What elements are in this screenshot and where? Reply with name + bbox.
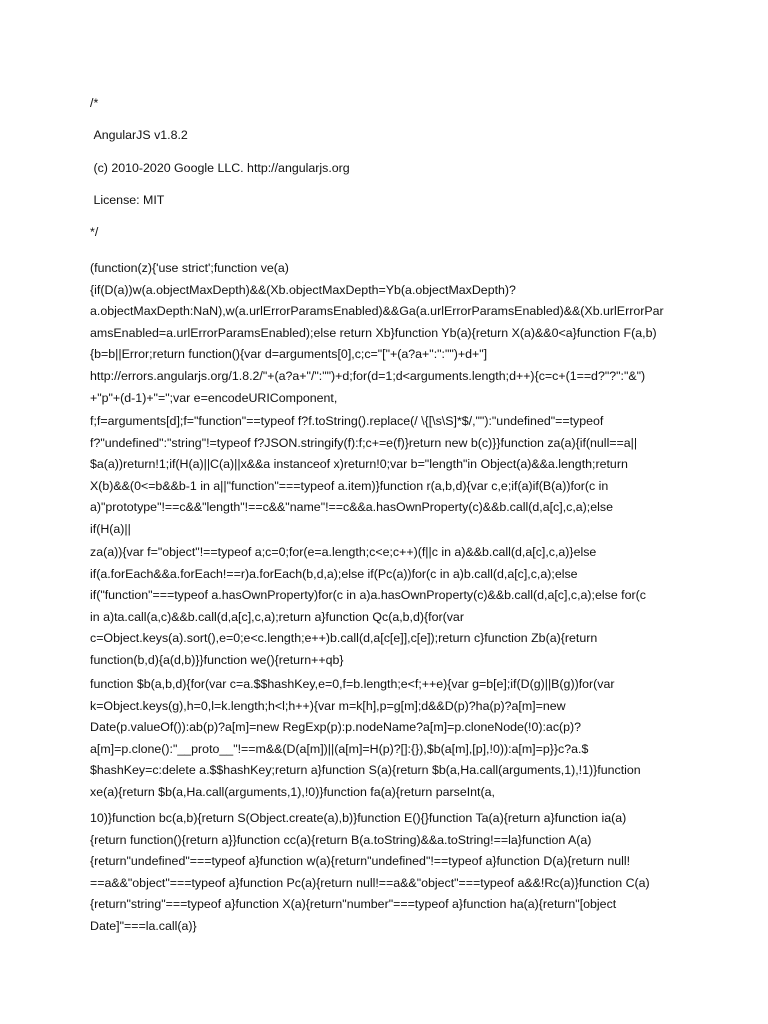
copyright-line: (c) 2010-2020 Google LLC. http://angularjs.org xyxy=(90,161,350,175)
library-version-line: AngularJS v1.8.2 xyxy=(90,128,188,142)
comment-close-line: */ xyxy=(90,225,99,239)
code-paragraph-2: f;f=arguments[d];f="function"==typeof f?f.toString().replace(/ \{[\s\S]*$/,""):"undefined"==typeof f?"undefined":"string"!=typeof f?JSON.stringify(f):f;c+=e(f)}return new b(c)}}function za(a){if(null==a|| $a(a))return!1;if(H(a)||C(a)||x&&a instanceof x)return!0;var b="length"in Object(a)&&a.length;return X(b)&&(0<=b&&b-1 in a||"function"===typeof a.item)}function r(a,b,d){var c,e;if(a)if(B(a))for(c in a)"prototype"!==c&&"length"!==c&&"name"!==c&&a.hasOwnProperty(c)&&b.call(d,a[c],c,a);else if(H(a)|| xyxy=(90,414,638,536)
code-paragraph-5: 10)}function bc(a,b){return S(Object.create(a),b)}function E(){}function Ta(a){return a}function ia(a) {return function(){return a}}function cc(a){return B(a.toString)&&a.toString!==la}function A(a) {return"undefined"===typeof a}function w(a){return"undefined"!==typeof a}function D(a){return null! ==a&&"object"===typeof a}function Pc(a){return null!==a&&"object"===typeof a&&!Rc(a)}function C(a) {return"string"===typeof a}function X(a){return"number"===typeof a}function ha(a){return"[object Date]"===la.call(a)} xyxy=(90,811,650,933)
code-paragraph-4: function $b(a,b,d){for(var c=a.$$hashKey,e=0,f=b.length;e<f;++e){var g=b[e];if(D(g)||B(g))for(var k=Object.keys(g),h=0,l=k.length;h<l;h++){var m=k[h],p=g[m];d&&D(p)?ha(p)?a[m]=new Date(p.valueOf()):ab(p)?a[m]=new RegExp(p):p.nodeName?a[m]=p.cloneNode(!0):ac(p)? a[m]=p.clone():"__proto__"!==m&&(D(a[m])||(a[m]=H(p)?[]:{}),$b(a[m],[p],!0)):a[m]=p}}c?a.$ $hashKey=c:delete a.$$hashKey;return a}function S(a){return $b(a,Ha.call(arguments,1),!1)}function xe(a){return $b(a,Ha.call(arguments,1),!0)}function fa(a){return parseInt(a, xyxy=(90,677,641,799)
code-paragraph-1: (function(z){'use strict';function ve(a) {if(D(a))w(a.objectMaxDepth)&&(Xb.objectMaxDepth=Yb(a.objectMaxDepth)? a.objectMaxDepth:NaN),w(a.urlErrorParamsEnabled)&&Ga(a.urlErrorParamsEnabled)&&(Xb.urlErrorPar amsEnabled=a.urlErrorParamsEnabled);else return Xb}function Yb(a){return X(a)&&0<a}function F(a,b) {b=b||Error;return function(){var d=arguments[0],c;c="["+(a?a+":":"")+d+"] http://errors.angularjs.org/1.8.2/"+(a?a+"/":"")+d;for(d=1;d<arguments.length;d++){c=c+(1==d?"?":"&") +"p"+(d-1)+"=";var e=encodeURIComponent, xyxy=(90,261,664,405)
license-line: License: MIT xyxy=(90,193,165,207)
code-paragraph-3: za(a)){var f="object"!==typeof a;c=0;for(e=a.length;c<e;c++)(f||c in a)&&b.call(d,a[c],c,a)}else if(a.forEach&&a.forEach!==r)a.forEach(b,d,a);else if(Pc(a))for(c in a)b.call(d,a[c],c,a);else if("function"===typeof a.hasOwnProperty)for(c in a)a.hasOwnProperty(c)&&b.call(d,a[c],c,a);else for(c in a)ta.call(a,c)&&b.call(d,a[c],c,a);return a}function Qc(a,b,d){for(var c=Object.keys(a).sort(),e=0;e<c.length;e++)b.call(d,a[c[e]],c[e]);return c}function Zb(a){return function(b,d){a(d,b)}}function we(){return++qb} xyxy=(90,545,646,667)
comment-open-line: /* xyxy=(90,96,99,110)
